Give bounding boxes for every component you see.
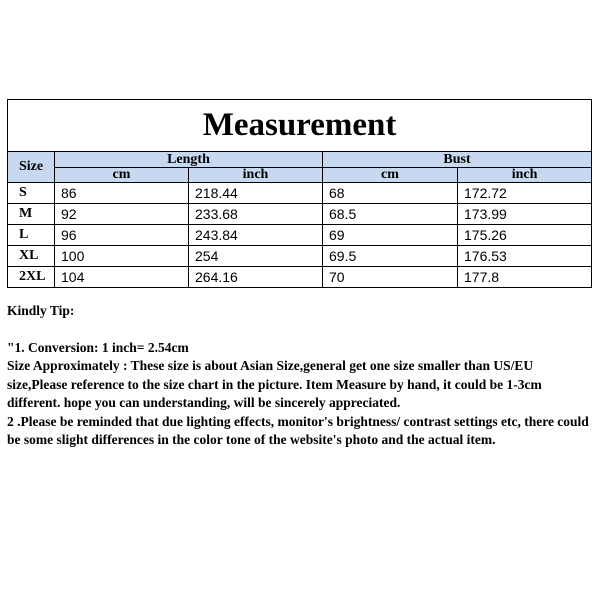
length-cm-cell: 86: [55, 183, 189, 204]
length-cm-header: cm: [55, 168, 189, 183]
size-approx-note: Size Approximately : These size is about Asian Size,general get one size smaller than US/EU size,Please reference to the size chart in the picture. Item Measure by hand, it could be 1-3cm different. hope you can understanding, will be sincerely appreciated.: [7, 358, 542, 410]
measurement-card: [7, 99, 591, 288]
size-chart-table: [7, 99, 592, 288]
size-label: 2XL: [8, 267, 55, 288]
notes-section: [7, 302, 593, 450]
bust-cm-header: cm: [323, 168, 458, 183]
bust-cm-cell: 69: [323, 225, 458, 246]
header-row-1: [8, 152, 592, 168]
table-row: [8, 225, 592, 246]
length-inch-cell: 233.68: [189, 204, 323, 225]
bust-inch-cell: 175.26: [458, 225, 592, 246]
bust-inch-header: inch: [458, 168, 592, 183]
length-header: Length: [55, 152, 323, 168]
length-inch-cell: 264.16: [189, 267, 323, 288]
size-label: S: [8, 183, 55, 204]
conversion-note: "1. Conversion: 1 inch= 2.54cm: [7, 339, 189, 355]
length-cm-cell: 104: [55, 267, 189, 288]
length-cm-cell: 92: [55, 204, 189, 225]
length-inch-cell: 218.44: [189, 183, 323, 204]
title-row: [8, 100, 592, 152]
spacer: [7, 321, 593, 339]
length-inch-cell: 243.84: [189, 225, 323, 246]
length-inch-header: inch: [189, 168, 323, 183]
tip-heading: Kindly Tip:: [7, 303, 75, 318]
table-row: [8, 183, 592, 204]
bust-inch-cell: 172.72: [458, 183, 592, 204]
lighting-note: 2 .Please be reminded that due lighting effects, monitor's brightness/ contrast settings etc, there could be some slight differences in the color tone of the website's photo and the actual item.: [7, 413, 589, 447]
size-header: Size: [8, 152, 55, 183]
table-title: Measurement: [8, 100, 592, 152]
bust-cm-cell: 68.5: [323, 204, 458, 225]
length-cm-cell: 96: [55, 225, 189, 246]
table-row: [8, 267, 592, 288]
bust-inch-cell: 177.8: [458, 267, 592, 288]
table-row: [8, 204, 592, 225]
header-row-2: [8, 168, 592, 183]
length-inch-cell: 254: [189, 246, 323, 267]
bust-cm-cell: 68: [323, 183, 458, 204]
size-label: M: [8, 204, 55, 225]
bust-inch-cell: 173.99: [458, 204, 592, 225]
length-cm-cell: 100: [55, 246, 189, 267]
bust-cm-cell: 69.5: [323, 246, 458, 267]
table-row: [8, 246, 592, 267]
bust-cm-cell: 70: [323, 267, 458, 288]
bust-inch-cell: 176.53: [458, 246, 592, 267]
bust-header: Bust: [323, 152, 592, 168]
size-label: XL: [8, 246, 55, 267]
size-label: L: [8, 225, 55, 246]
